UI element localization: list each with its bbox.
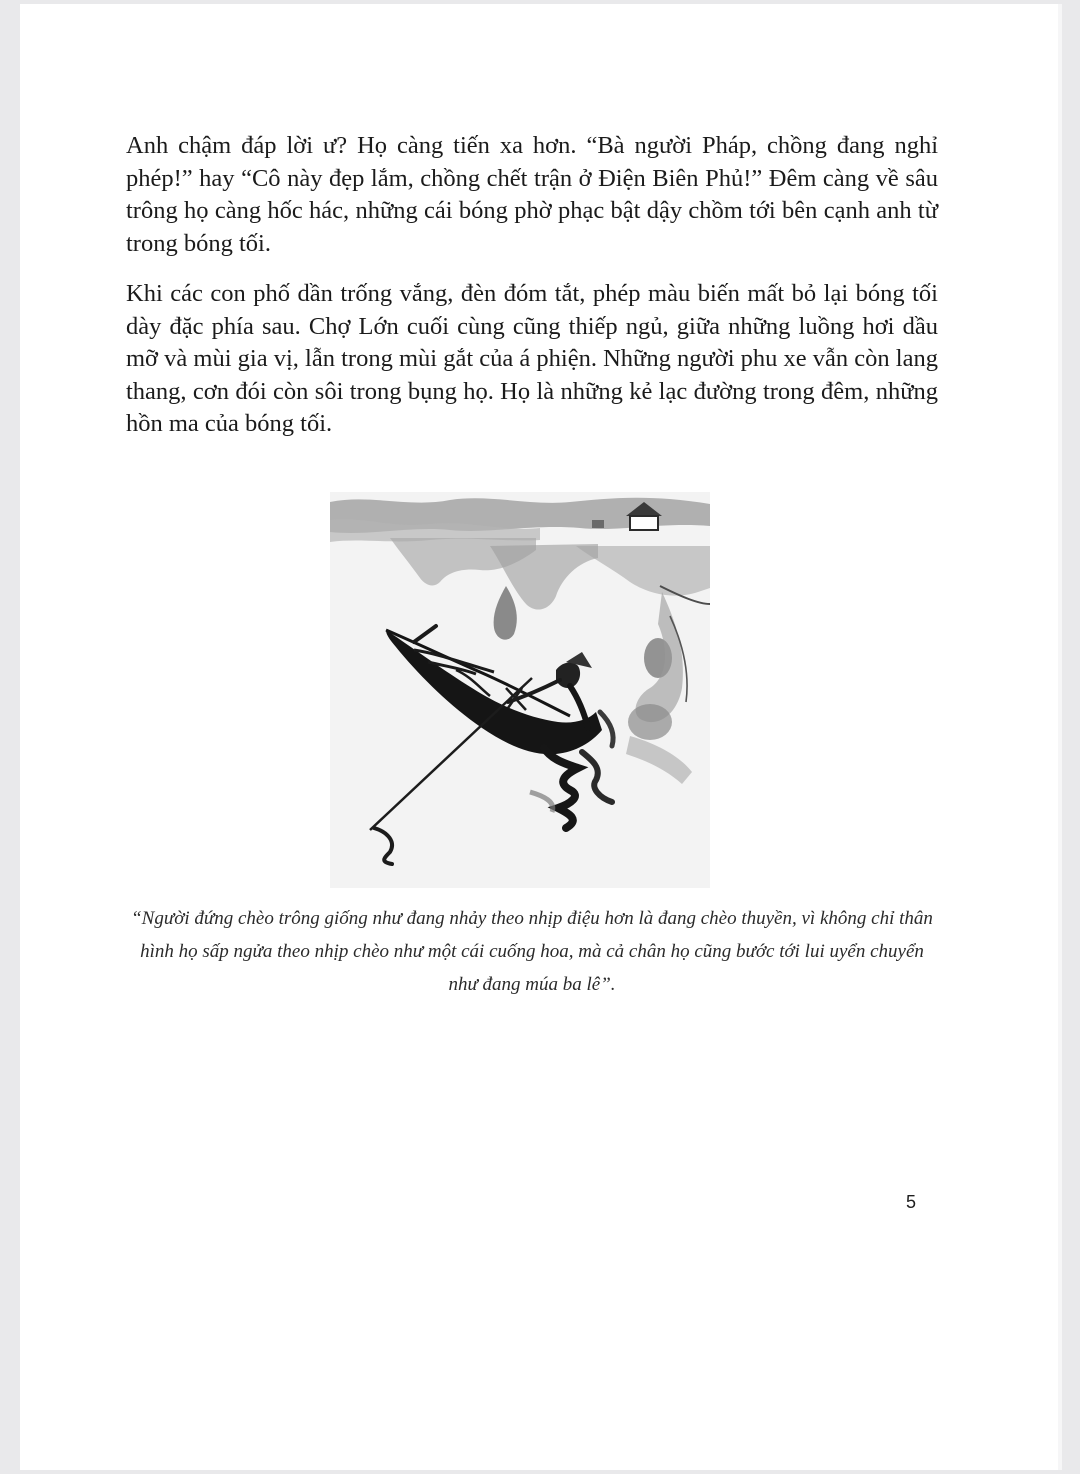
boat-ink-illustration xyxy=(330,492,710,888)
body-paragraph-1: Anh chậm đáp lời ư? Họ càng tiến xa hơn. “Bà người Pháp, chồng đang nghỉ phép!” hay “Cô này đẹp lắm, chồng chết trận ở Điện Biên Phủ!” Đêm càng về sâu trông họ càng hốc hác, những cái bóng phờ phạc bật dậy chồm tới bên cạnh anh từ trong bóng tối. xyxy=(126,132,938,257)
illustration-caption: “Người đứng chèo trông giống như đang nhảy theo nhịp điệu hơn là đang chèo thuyền, vì không chỉ thân hình họ sấp ngửa theo nhịp chèo như một cái cuống hoa, mà cả chân họ cũng bước tới lui uyển chuyển như đang múa ba lê”. xyxy=(131,908,933,995)
page-edge xyxy=(1058,4,1062,1470)
body-paragraph-2: Khi các con phố dần trống vắng, đèn đóm tắt, phép màu biến mất bỏ lại bóng tối dày đặc phía sau. Chợ Lớn cuối cùng cũng thiếp ngủ, giữa những luồng hơi dầu mỡ và mùi gia vị, lẫn trong mùi gắt của á phiện. Những người phu xe vẫn còn lang thang, cơn đói còn sôi trong bụng họ. Họ là những kẻ lạc đường trong đêm, những hồn ma của bóng tối. xyxy=(126,280,938,437)
page-number: 5 xyxy=(905,1192,916,1212)
